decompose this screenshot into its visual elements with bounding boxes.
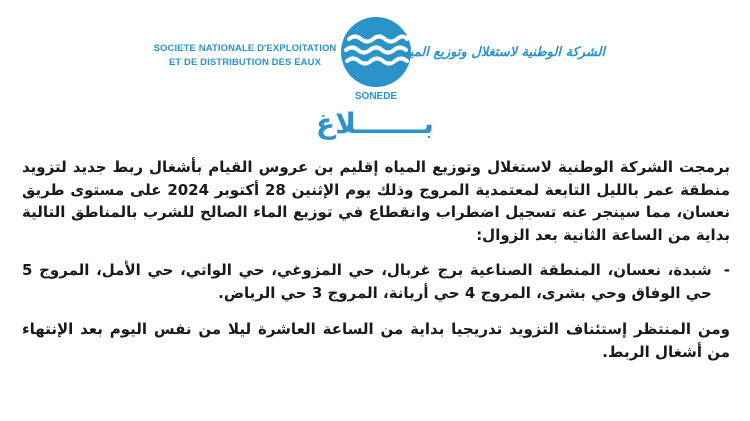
- list-marker: -: [723, 261, 730, 279]
- french-name-line1: SOCIETE NATIONALE D'EXPLOITATION: [153, 43, 337, 54]
- page-title: بـــــــلاغ: [316, 107, 434, 140]
- paragraph-intro: برمجت الشركة الوطنية لاستغلال وتوزيع المياه إقليم بن عروس القيام بأشغال ربط جديد لتزويد منطقة عمر بالليل التابعة لمعتمدية المروج وذلك يوم الإثنين 28 أكتوبر 2024 على مستوى طريق نعسان، مما سينجر عنه تسجيل اضطراب وانقطاع في توزيع الماء الصالح للشرب بالمناطق التالية بداية من الساعة الثانية بعد الزوال:: [22, 158, 730, 244]
- arabic-company-name: الشركة الوطنية لاستغلال وتوزيع المياه: [399, 45, 605, 60]
- paragraph-resumption: ومن المنتظر إستئناف التزويد تدريجيا بداية من الساعة العاشرة ليلا من نفس اليوم بعد الإنتهاء من أشغال الربط.: [22, 320, 730, 361]
- french-name-line2: ET DE DISTRIBUTION DES EAUX: [168, 57, 322, 68]
- announcement-body: [22, 156, 730, 363]
- affected-areas-text: شبدة، نعسان، المنطقة الصناعية برج غربال، حي المزوغي، حي الواتي، حي الأمل، المروج 5 حي الوفاق وحي بشرى، المروج 4 حي أريانة، المروج 3 حي الرياض.: [22, 261, 712, 302]
- affected-areas-item: [22, 259, 730, 304]
- logo-label: SONEDE: [354, 91, 398, 102]
- french-company-name: [150, 42, 340, 70]
- header: [0, 0, 750, 110]
